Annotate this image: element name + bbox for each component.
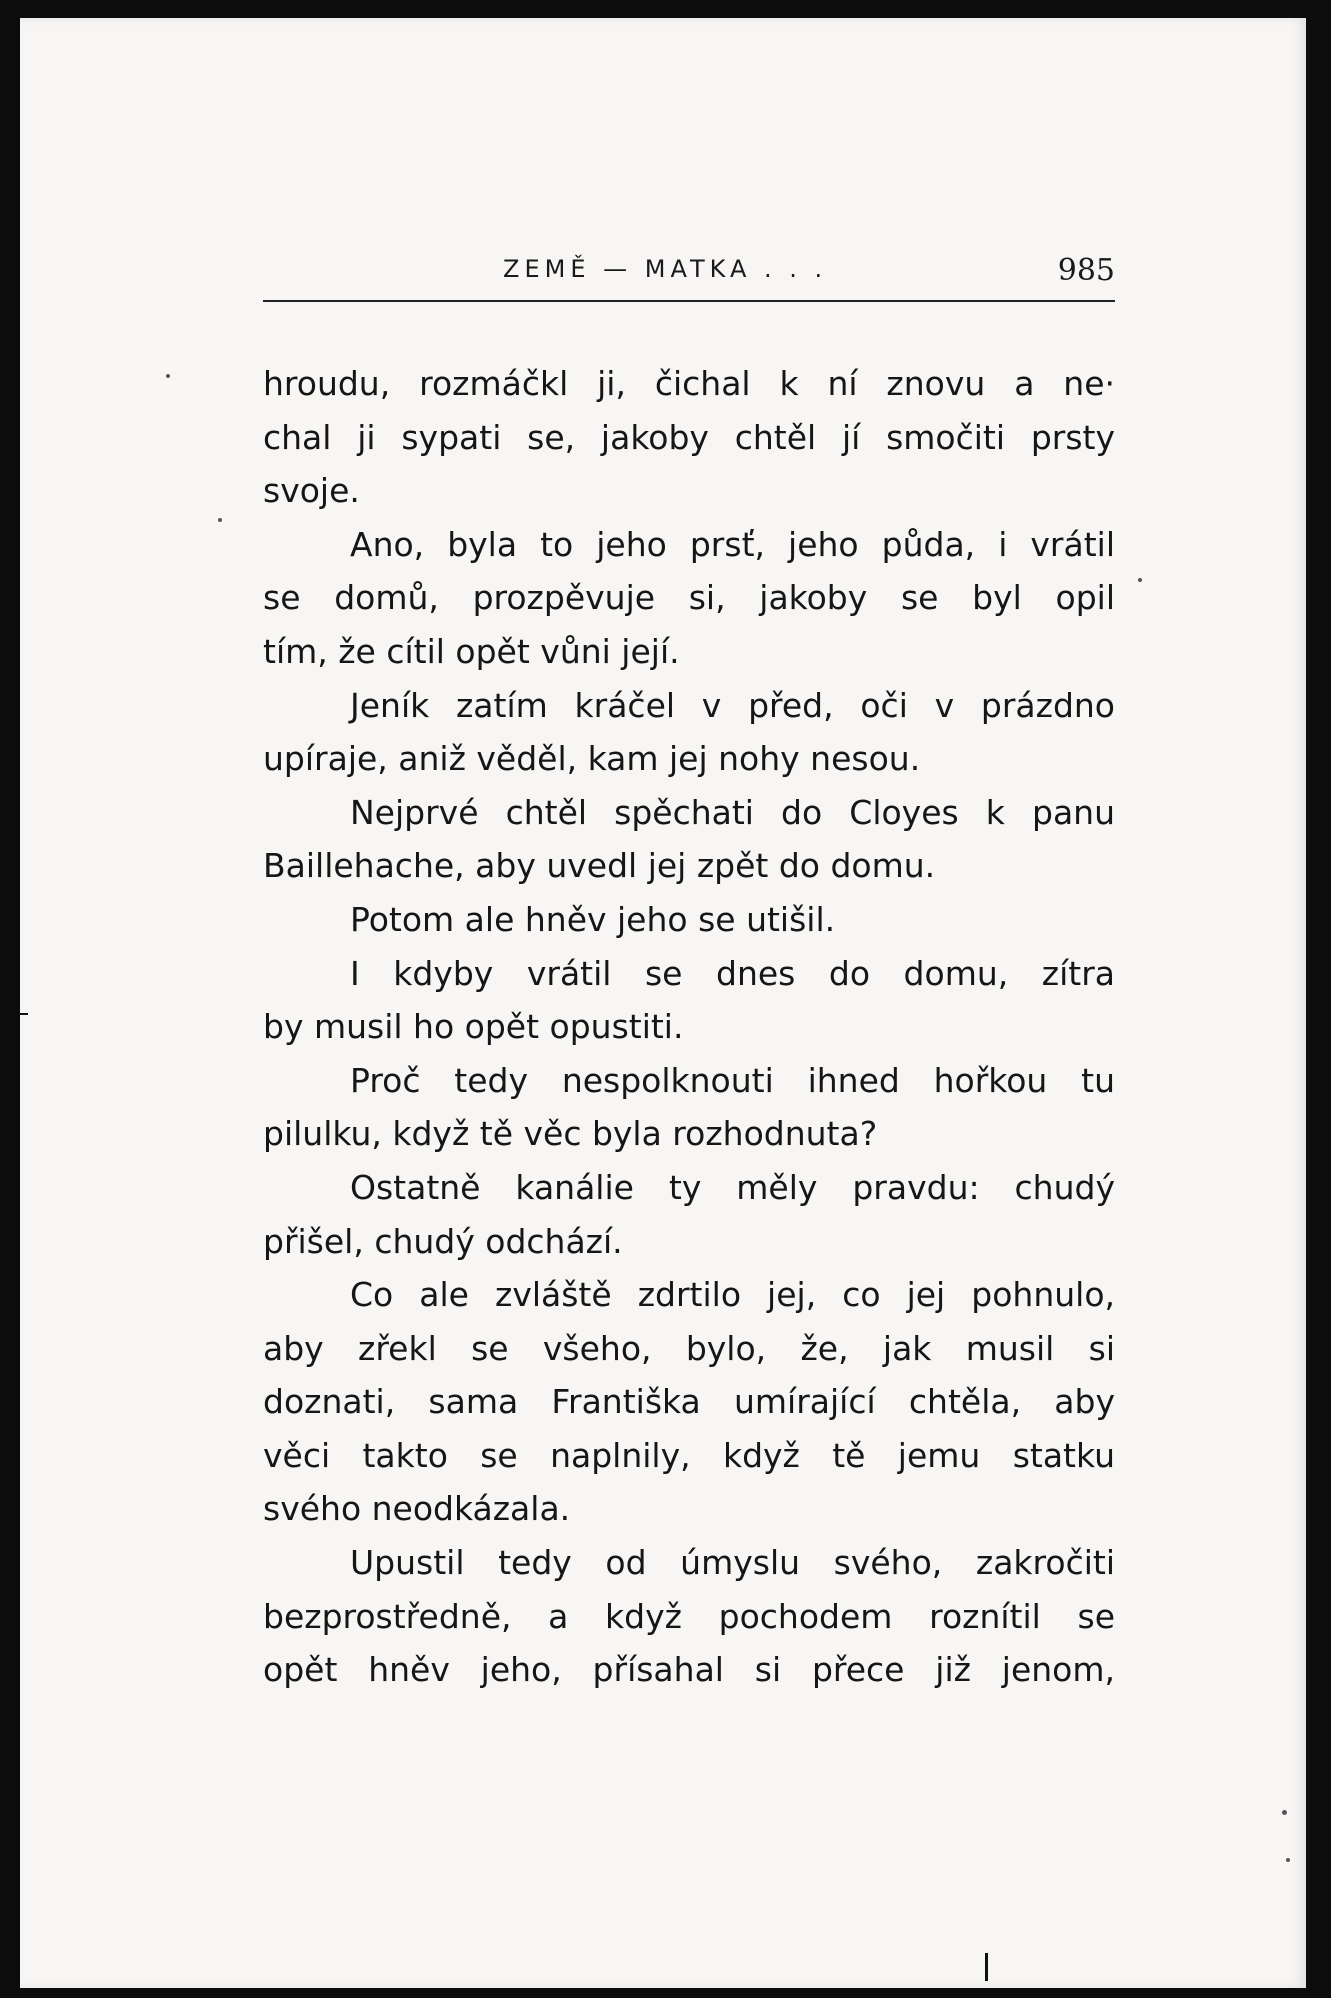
text-line: Ostatně kanálie ty měly pravdu: chudý: [350, 1167, 1115, 1207]
text-line: opět hněv jeho, přísahal si přece již jenom,: [263, 1650, 1115, 1690]
text-line: by musil ho opět opustiti.: [263, 1007, 684, 1047]
text-line: Nejprvé chtěl spěchati do Cloyes k panu: [350, 792, 1115, 832]
text-line: věci takto se naplnily, když tě jemu statku: [263, 1435, 1115, 1475]
text-line: aby zřekl se všeho, bylo, že, jak musil si: [263, 1328, 1115, 1368]
text-line: svoje.: [263, 471, 360, 511]
body-text: [263, 357, 1115, 1697]
text-line: Upustil tedy od úmyslu svého, zakročiti: [350, 1543, 1115, 1583]
text-line: Jeník zatím kráčel v před, oči v prázdno: [350, 685, 1115, 725]
text-line: bezprostředně, a když pochodem roznítil se: [263, 1596, 1115, 1636]
text-line: Potom ale hněv jeho se utišil.: [350, 899, 836, 939]
text-line: Proč tedy nespolknouti ihned hořkou tu: [350, 1060, 1115, 1100]
page-header: [263, 255, 1115, 305]
text-line: Baillehache, aby uvedl jej zpět do domu.: [263, 846, 936, 886]
running-title: ZEMĚ — MATKA . . .: [503, 255, 828, 283]
text-line: Ano, byla to jeho prsť, jeho půda, i vrátil: [350, 524, 1115, 564]
text-line: hroudu, rozmáčkl ji, čichal k ní znovu a ne·: [263, 364, 1115, 403]
text-line: svého neodkázala.: [263, 1489, 571, 1529]
binding-mark: [20, 1013, 28, 1015]
binding-mark: [985, 1953, 988, 1981]
dust-speck: [1138, 578, 1142, 582]
text-line: Co ale zvláště zdrtilo jej, co jej pohnulo,: [350, 1275, 1115, 1315]
dust-speck: [166, 374, 170, 378]
text-line: se domů, prozpěvuje si, jakoby se byl opil: [263, 578, 1115, 618]
header-rule: [263, 300, 1115, 302]
text-line: upíraje, aniž věděl, kam jej nohy nesou.: [263, 739, 921, 779]
dust-speck: [1286, 1858, 1290, 1862]
page-number: 985: [1057, 253, 1115, 288]
text-line: tím, že cítil opět vůni její.: [263, 631, 680, 671]
dust-speck: [1282, 1810, 1287, 1815]
text-line: pilulku, když tě věc byla rozhodnuta?: [263, 1114, 878, 1154]
dust-speck: [218, 518, 222, 522]
text-line: chal ji sypati se, jakoby chtěl jí smočiti prsty: [263, 417, 1115, 457]
text-line: přišel, chudý odchází.: [263, 1221, 623, 1261]
text-line: I kdyby vrátil se dnes do domu, zítra: [350, 953, 1115, 993]
text-line: doznati, sama Františka umírající chtěla, aby: [263, 1382, 1115, 1422]
